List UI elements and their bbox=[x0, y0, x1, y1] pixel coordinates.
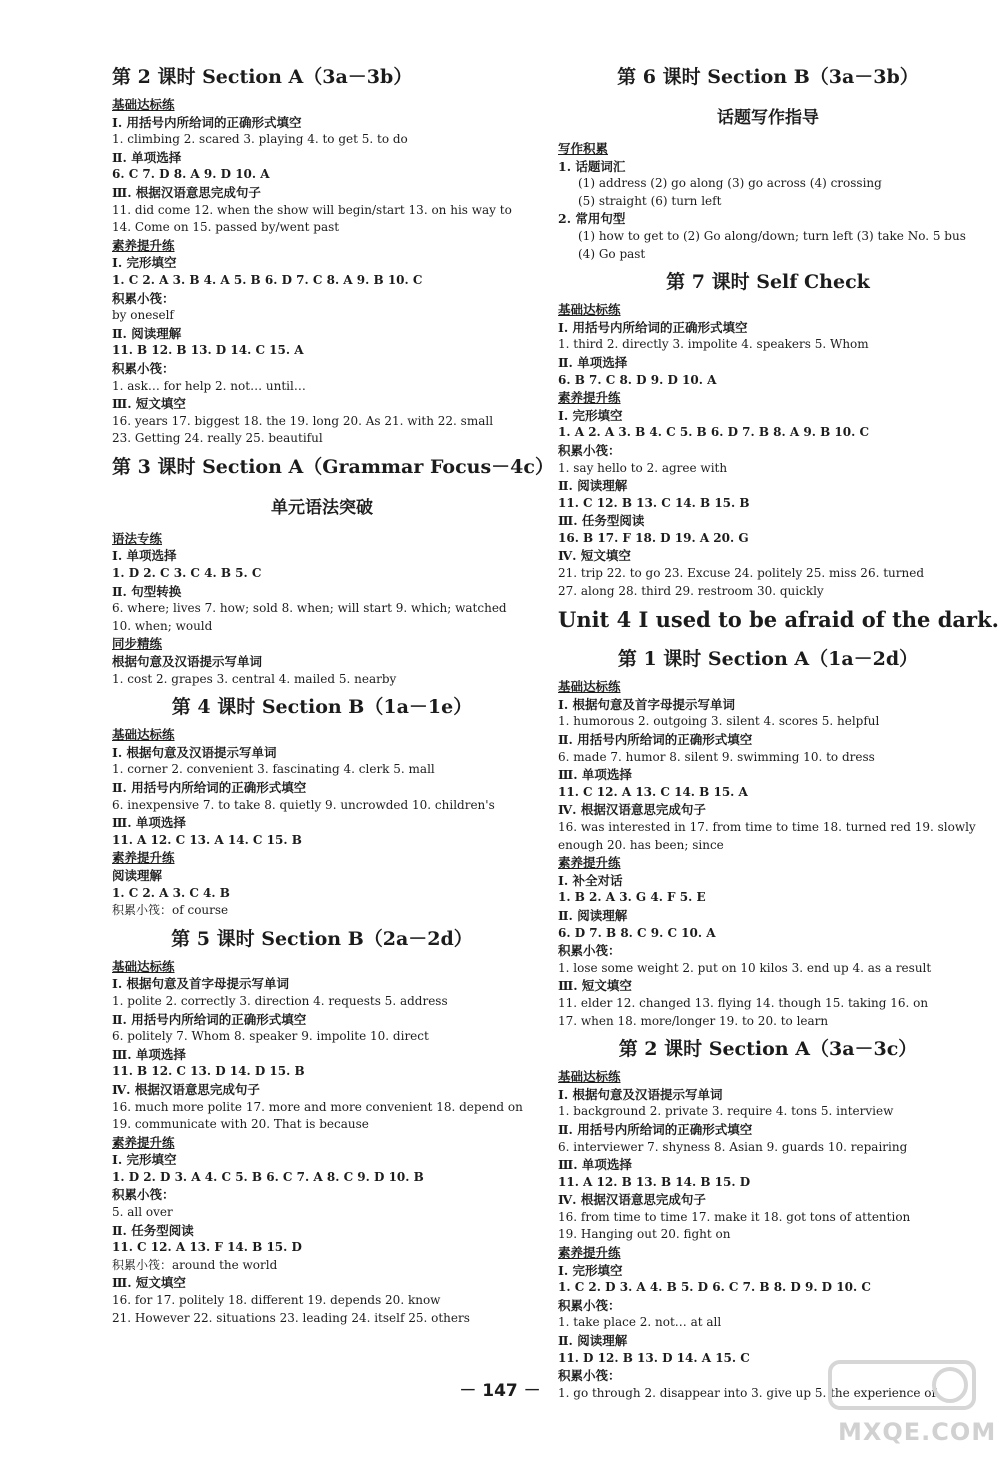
answer-line: 16. from time to time 17. make it 18. got tons of attention bbox=[558, 1209, 911, 1224]
practice-subheading: 素养提升练 bbox=[112, 1134, 175, 1150]
answer-line: 1. polite 2. correctly 3. direction 4. requests 5. address bbox=[112, 993, 448, 1008]
answer-line: 11. B 12. C 13. D 14. D 15. B bbox=[112, 1064, 305, 1079]
answer-line: 5. all over bbox=[112, 1205, 173, 1220]
answer-line: 19. communicate with 20. That is because bbox=[112, 1117, 369, 1132]
answer-line: 1. humorous 2. outgoing 3. silent 4. scores 5. helpful bbox=[558, 714, 880, 729]
exercise-heading: 积累小筏： bbox=[112, 360, 175, 376]
exercise-heading: Ⅲ. 单项选择 bbox=[558, 1157, 632, 1173]
exercise-heading: Ⅰ. 根据句意及汉语提示写单词 bbox=[558, 1086, 723, 1102]
practice-subheading: 基础达标练 bbox=[112, 97, 175, 112]
exercise-heading: 积累小筏： bbox=[112, 290, 175, 306]
answer-line: by oneself bbox=[112, 308, 174, 323]
answer-line: 6. interviewer 7. shyness 8. Asian 9. guards 10. repairing bbox=[558, 1139, 908, 1154]
watermark-text: MXQE.COM bbox=[838, 1418, 997, 1446]
exercise-heading: 2. 常用句型 bbox=[558, 211, 626, 227]
exercise-heading: Ⅳ. 根据汉语意思完成句子 bbox=[112, 1081, 260, 1097]
practice-subheading: 基础达标练 bbox=[558, 302, 621, 318]
lesson-title: 第 5 课时 Section B（2a－2d） bbox=[171, 927, 473, 950]
exercise-heading: 积累小筏： bbox=[558, 442, 621, 458]
exercise-heading: Ⅲ. 单项选择 bbox=[112, 1046, 186, 1062]
answer-line: 16. B 17. F 18. D 19. A 20. G bbox=[558, 530, 749, 545]
exercise-heading: Ⅱ. 用括号内所给词的正确形式填空 bbox=[558, 732, 753, 748]
answer-line: 10. when; would bbox=[112, 618, 213, 633]
exercise-heading: Ⅱ. 阅读理解 bbox=[112, 325, 182, 341]
answer-line: 17. when 18. more/longer 19. to 20. to learn bbox=[558, 1013, 829, 1028]
exercise-heading: Ⅱ. 阅读理解 bbox=[558, 907, 628, 923]
answer-line: 14. Come on 15. passed by/went past bbox=[112, 220, 340, 235]
answer-line: 6. inexpensive 7. to take 8. quietly 9. uncrowded 10. children's bbox=[112, 797, 495, 812]
topic-title: 单元语法突破 bbox=[271, 497, 373, 518]
answer-line: 积累小筏：of course bbox=[112, 903, 229, 918]
answer-line: 6. where; lives 7. how; sold 8. when; will start 9. which; watched bbox=[112, 601, 507, 616]
answer-line: 11. A 12. B 13. B 14. B 15. D bbox=[558, 1174, 751, 1189]
exercise-heading: Ⅰ. 单项选择 bbox=[112, 548, 177, 564]
answer-line: 1. say hello to 2. agree with bbox=[558, 460, 728, 475]
unit-title: Unit 4 I used to be afraid of the dark. bbox=[558, 607, 999, 633]
answer-line: 6. D 7. B 8. C 9. C 10. A bbox=[558, 925, 716, 940]
exercise-heading: 积累小筏： bbox=[558, 1297, 621, 1313]
practice-subheading: 同步精练 bbox=[112, 636, 163, 652]
answer-line: 1. C 2. A 3. B 4. A 5. B 6. D 7. C 8. A 9. B 10. C bbox=[112, 272, 423, 287]
answer-line: 11. D 12. B 13. D 14. A 15. C bbox=[558, 1350, 750, 1365]
lesson-title: 第 2 课时 Section A（3a－3b） bbox=[112, 66, 413, 88]
lesson-title: 第 4 课时 Section B（1a－1e） bbox=[171, 696, 473, 719]
exercise-heading: Ⅱ. 用括号内所给词的正确形式填空 bbox=[112, 780, 307, 795]
exercise-heading: Ⅱ. 用括号内所给词的正确形式填空 bbox=[558, 1121, 753, 1137]
exercise-heading: Ⅰ. 完形填空 bbox=[558, 1262, 623, 1278]
exercise-heading: Ⅲ. 任务型阅读 bbox=[558, 513, 645, 529]
exercise-heading: Ⅱ. 单项选择 bbox=[558, 354, 628, 370]
answer-line: 1. ask… for help 2. not… until… bbox=[112, 378, 306, 393]
practice-subheading: 素养提升练 bbox=[112, 850, 175, 866]
answer-line: (1) how to get to (2) Go along/down; turn left (3) take No. 5 bus bbox=[578, 228, 966, 243]
exercise-heading: Ⅲ. 短文填空 bbox=[112, 396, 186, 412]
answer-line: 6. B 7. C 8. D 9. D 10. A bbox=[558, 372, 717, 387]
practice-subheading: 素养提升练 bbox=[112, 237, 175, 253]
answer-line: 1. go through 2. disappear into 3. give up 5. the experience of bbox=[558, 1385, 936, 1400]
answer-line: 1. D 2. D 3. A 4. C 5. B 6. C 7. A 8. C 9. D 10. B bbox=[112, 1169, 424, 1184]
answer-line: 16. years 17. biggest 18. the 19. long 20. As 21. with 22. small bbox=[112, 413, 494, 428]
answer-line: 16. was interested in 17. from time to time 18. turned red 19. slowly bbox=[558, 820, 976, 834]
answer-line: 11. elder 12. changed 13. flying 14. though 15. taking 16. on bbox=[558, 995, 929, 1010]
practice-subheading: 素养提升练 bbox=[558, 1245, 621, 1261]
exercise-heading: 阅读理解 bbox=[112, 867, 163, 883]
practice-subheading: 基础达标练 bbox=[558, 1069, 621, 1085]
answer-line: 19. Hanging out 20. fight on bbox=[558, 1227, 731, 1242]
lesson-title: 第 6 课时 Section B（3a－3b） bbox=[617, 66, 919, 88]
answer-line: 21. However 22. situations 23. leading 24. itself 25. others bbox=[112, 1310, 470, 1325]
practice-subheading: 语法专练 bbox=[112, 530, 163, 546]
exercise-heading: Ⅰ. 用括号内所给词的正确形式填空 bbox=[112, 114, 302, 130]
exercise-heading: Ⅱ. 句型转换 bbox=[112, 583, 182, 599]
exercise-heading: 积累小筏： bbox=[112, 1187, 175, 1203]
answer-line: 6. politely 7. Whom 8. speaker 9. impolite 10. direct bbox=[112, 1029, 429, 1044]
exercise-heading: Ⅰ. 根据句意及首字母提示写单词 bbox=[112, 976, 290, 992]
lesson-title: 第 7 课时 Self Check bbox=[666, 271, 870, 294]
answer-line: (4) Go past bbox=[578, 246, 646, 261]
exercise-heading: Ⅱ. 任务型阅读 bbox=[112, 1222, 194, 1238]
answer-line: 11. B 12. B 13. D 14. C 15. A bbox=[112, 343, 304, 358]
lesson-title: 第 2 课时 Section A（3a－3c） bbox=[618, 1038, 918, 1061]
exercise-heading: Ⅲ. 单项选择 bbox=[558, 767, 632, 783]
answer-line: 1. third 2. directly 3. impolite 4. speakers 5. Whom bbox=[558, 337, 869, 352]
answer-line: 11. C 12. A 13. F 14. B 15. D bbox=[112, 1240, 302, 1255]
exercise-heading: 积累小筏： bbox=[558, 1368, 621, 1384]
exercise-heading: Ⅰ. 完形填空 bbox=[112, 255, 177, 271]
answer-line: 11. C 12. A 13. C 14. B 15. A bbox=[558, 784, 748, 799]
lesson-title: 第 1 课时 Section A（1a－2d） bbox=[617, 648, 919, 671]
exercise-heading: Ⅰ. 补全对话 bbox=[558, 872, 623, 888]
answer-line: 1. cost 2. grapes 3. central 4. mailed 5. nearby bbox=[112, 671, 397, 686]
exercise-heading: 根据句意及汉语提示写单词 bbox=[112, 654, 263, 670]
answer-line: 11. C 12. B 13. C 14. B 15. B bbox=[558, 495, 750, 510]
right-column bbox=[558, 58, 999, 1402]
exercise-heading: Ⅲ. 短文填空 bbox=[558, 978, 632, 994]
answer-line: 1. C 2. A 3. C 4. B bbox=[112, 885, 230, 900]
exercise-heading: Ⅱ. 用括号内所给词的正确形式填空 bbox=[112, 1011, 307, 1027]
answer-line: 11. did come 12. when the show will begin/start 13. on his way to bbox=[112, 202, 512, 217]
practice-subheading: 素养提升练 bbox=[558, 390, 621, 406]
exercise-heading: Ⅰ. 根据句意及首字母提示写单词 bbox=[558, 696, 736, 712]
practice-subheading: 基础达标练 bbox=[112, 727, 175, 743]
answer-line: 1. A 2. A 3. B 4. C 5. B 6. D 7. B 8. A 9. B 10. C bbox=[558, 425, 870, 440]
answer-line: 16. much more polite 17. more and more convenient 18. depend on bbox=[112, 1099, 523, 1114]
answer-line: 1. lose some weight 2. put on 10 kilos 3. end up 4. as a result bbox=[558, 960, 932, 975]
answer-line: 16. for 17. politely 18. different 19. depends 20. know bbox=[112, 1293, 441, 1308]
answer-line: 1. B 2. A 3. G 4. F 5. E bbox=[558, 890, 706, 905]
exercise-heading: Ⅰ. 完形填空 bbox=[558, 407, 623, 423]
lesson-title: 第 3 课时 Section A（Grammar Focus－4c） bbox=[112, 455, 554, 478]
practice-subheading: 写作积累 bbox=[558, 141, 609, 156]
left-column bbox=[112, 58, 554, 1327]
answer-line: 27. along 28. third 29. restroom 30. quickly bbox=[558, 583, 824, 598]
answer-line: enough 20. has been; since bbox=[558, 837, 724, 852]
exercise-heading: Ⅰ. 用括号内所给词的正确形式填空 bbox=[558, 319, 748, 335]
answer-line: 23. Getting 24. really 25. beautiful bbox=[112, 431, 323, 446]
practice-subheading: 素养提升练 bbox=[558, 855, 621, 871]
answer-line: (5) straight (6) turn left bbox=[578, 193, 722, 208]
practice-subheading: 基础达标练 bbox=[112, 958, 175, 974]
answer-line: 6. made 7. humor 8. silent 9. swimming 10. to dress bbox=[558, 749, 875, 764]
exercise-heading: Ⅳ. 短文填空 bbox=[558, 548, 631, 564]
exercise-heading: Ⅱ. 阅读理解 bbox=[558, 478, 628, 494]
answer-line: 积累小筏：around the world bbox=[112, 1257, 278, 1272]
answer-line: 11. A 12. C 13. A 14. C 15. B bbox=[112, 832, 302, 847]
exercise-heading: Ⅳ. 根据汉语意思完成句子 bbox=[558, 1192, 706, 1208]
answer-line: (1) address (2) go along (3) go across (4) crossing bbox=[578, 176, 882, 191]
exercise-heading: Ⅲ. 单项选择 bbox=[112, 815, 186, 831]
page-number: － 147 － bbox=[459, 1381, 541, 1401]
exercise-heading: Ⅱ. 单项选择 bbox=[112, 149, 182, 165]
watermark-stamp-icon bbox=[822, 1354, 982, 1418]
answer-line: 1. take place 2. not… at all bbox=[558, 1315, 722, 1330]
answer-line: 1. climbing 2. scared 3. playing 4. to get 5. to do bbox=[112, 132, 408, 147]
answer-line: 1. C 2. D 3. A 4. B 5. D 6. C 7. B 8. D 9. D 10. C bbox=[558, 1280, 871, 1295]
exercise-heading: 积累小筏： bbox=[558, 943, 621, 959]
exercise-heading: 1. 话题词汇 bbox=[558, 158, 626, 174]
exercise-heading: Ⅰ. 根据句意及汉语提示写单词 bbox=[112, 744, 277, 760]
exercise-heading: Ⅲ. 根据汉语意思完成句子 bbox=[112, 184, 261, 200]
answer-line: 1. corner 2. convenient 3. fascinating 4. clerk 5. mall bbox=[112, 762, 435, 777]
exercise-heading: Ⅳ. 根据汉语意思完成句子 bbox=[558, 802, 706, 818]
exercise-heading: Ⅱ. 阅读理解 bbox=[558, 1333, 628, 1349]
answer-line: 21. trip 22. to go 23. Excuse 24. politely 25. miss 26. turned bbox=[558, 566, 924, 581]
practice-subheading: 基础达标练 bbox=[558, 679, 621, 695]
answer-line: 1. background 2. private 3. require 4. tons 5. interview bbox=[558, 1104, 894, 1119]
exercise-heading: Ⅰ. 完形填空 bbox=[112, 1152, 177, 1168]
answer-line: 6. C 7. D 8. A 9. D 10. A bbox=[112, 167, 270, 182]
topic-title: 话题写作指导 bbox=[717, 108, 819, 128]
answer-line: 1. D 2. C 3. C 4. B 5. C bbox=[112, 566, 262, 581]
exercise-heading: Ⅲ. 短文填空 bbox=[112, 1275, 186, 1291]
